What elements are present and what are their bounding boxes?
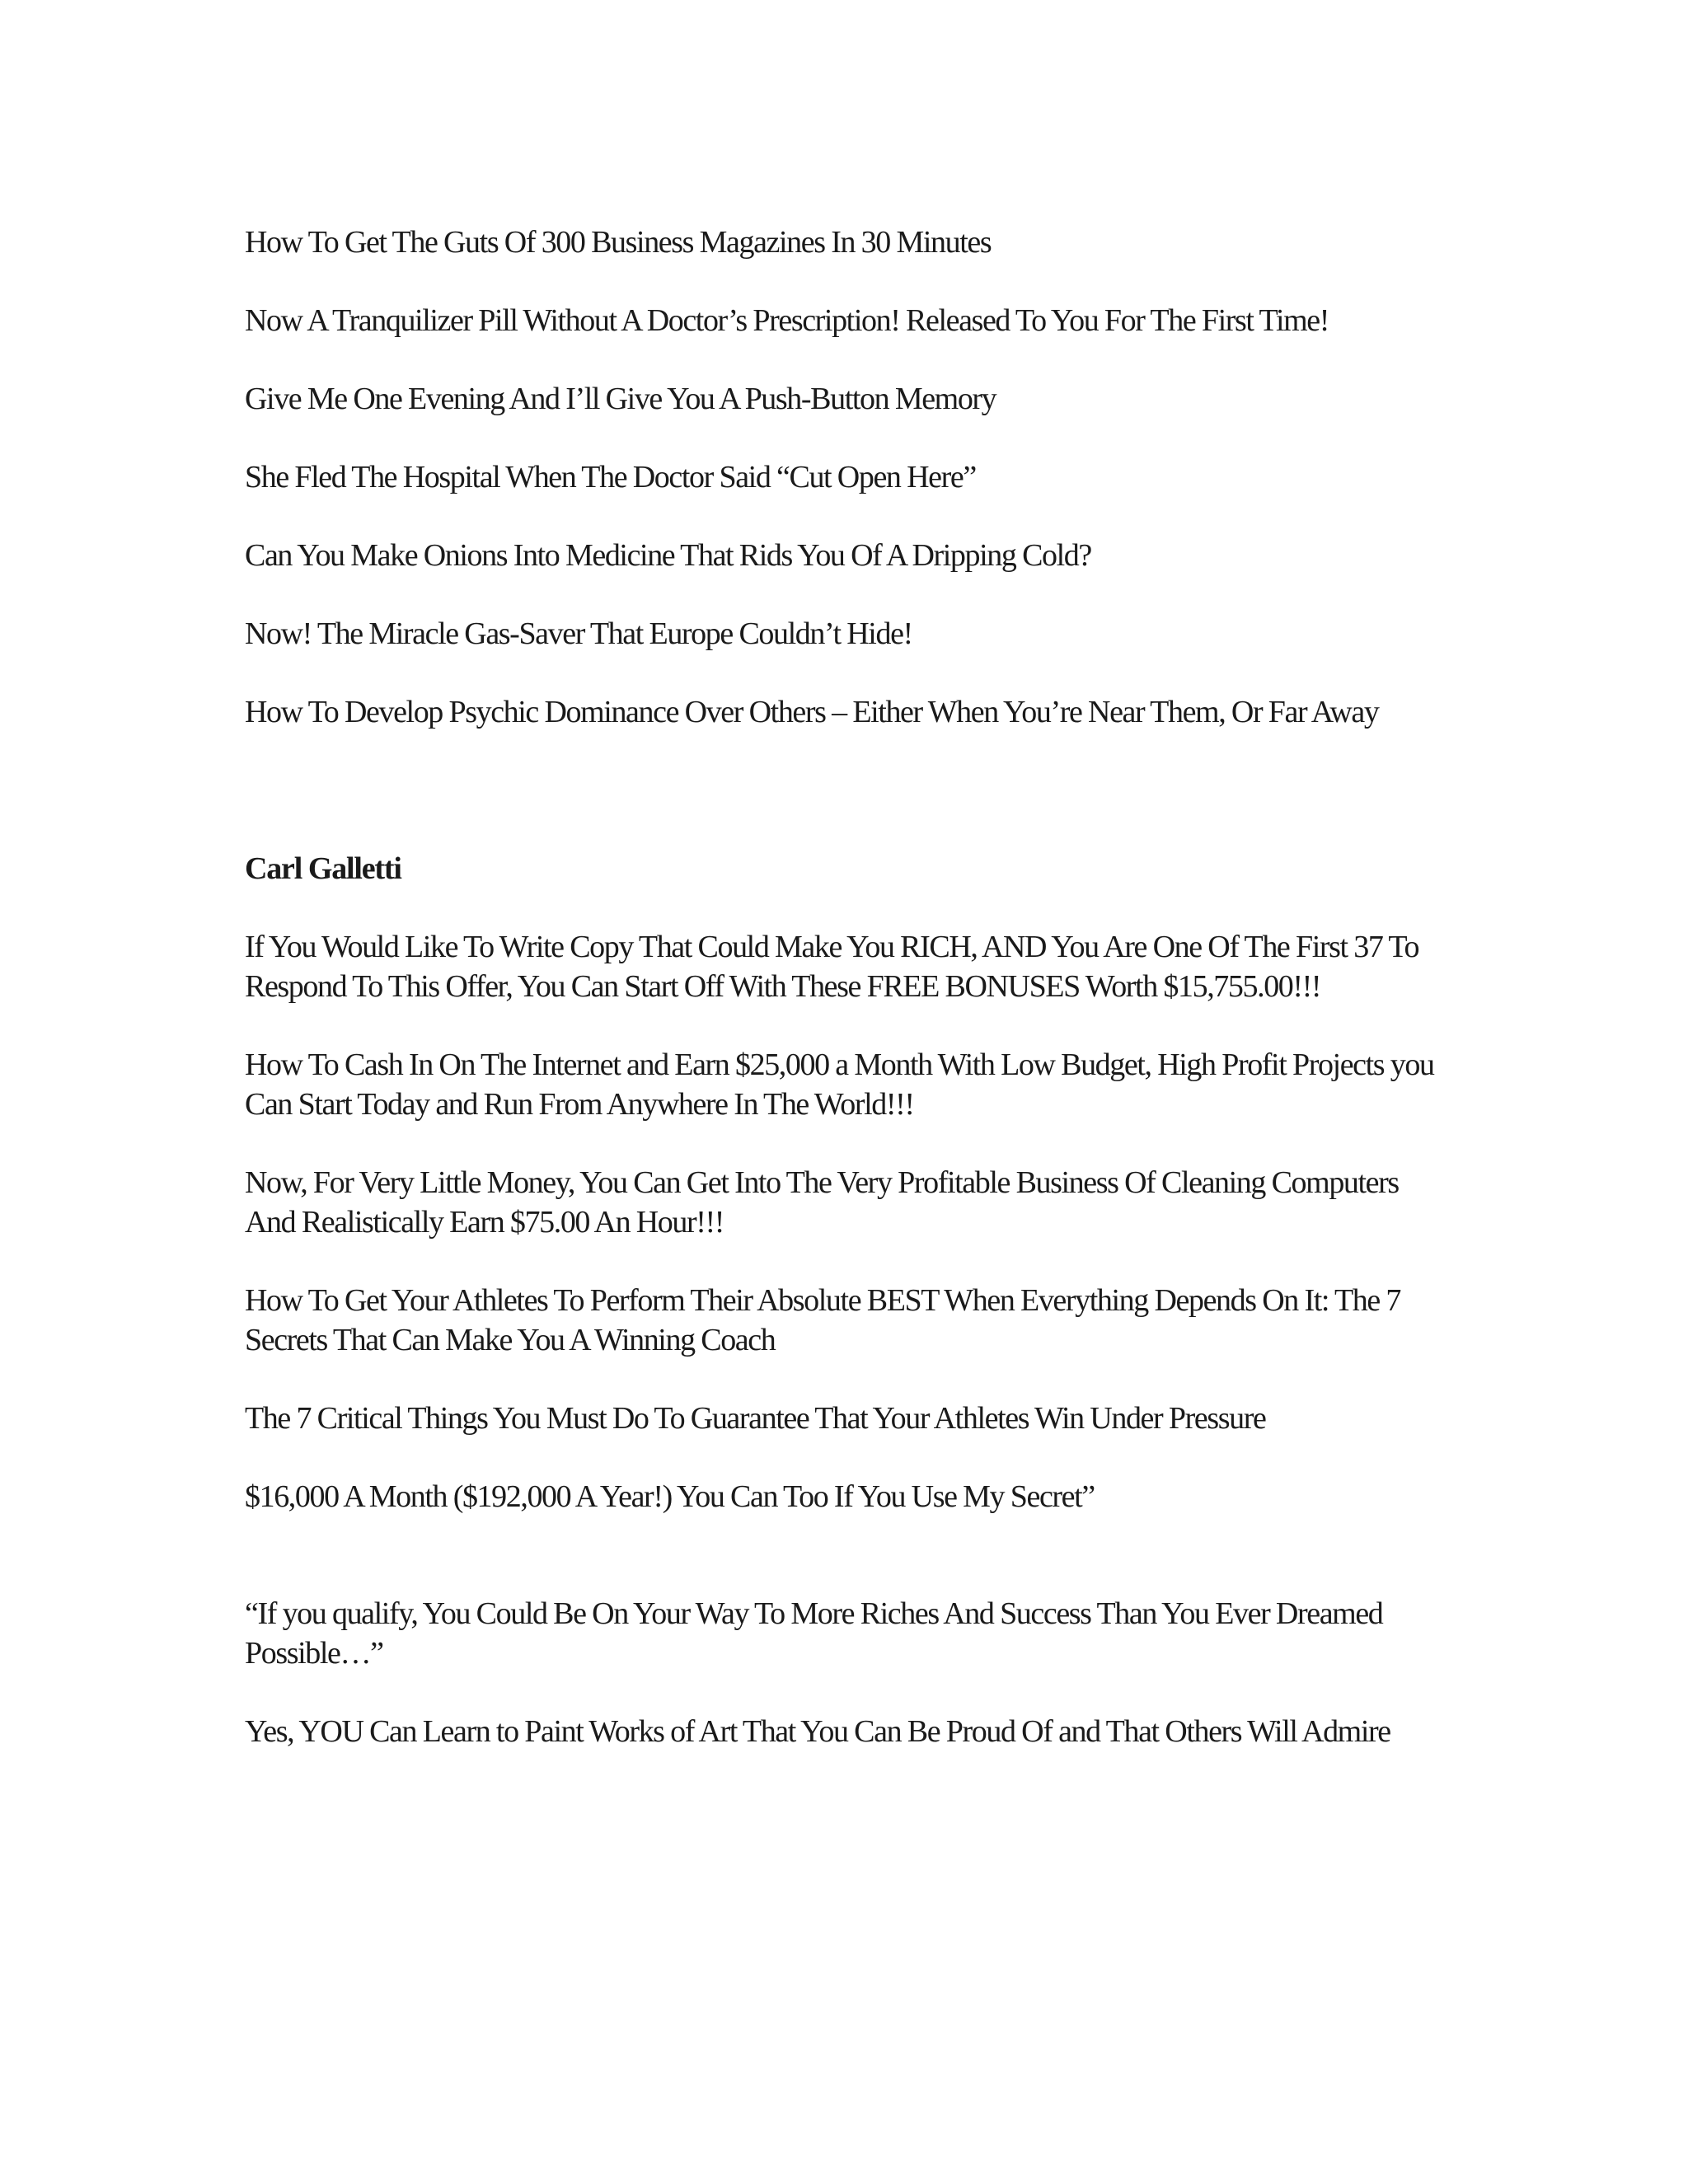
- paragraph-gap: [245, 1555, 1448, 1594]
- headline-item: “If you qualify, You Could Be On Your Way To More Riches And Success Than You Ever Dreamed Possible…”: [245, 1596, 1383, 1671]
- headline-item: Now, For Very Little Money, You Can Get Into The Very Profitable Business Of Cleaning Computers And Realistically Earn $75.00 An Hour!!!: [245, 1165, 1399, 1240]
- headline-item: If You Would Like To Write Copy That Could Make You RICH, AND You Are One Of The First 37 To Respond To This Offer, You Can Start Off With These FREE BONUSES Worth $15,755.00!!!: [245, 930, 1419, 1004]
- headline-item: Yes, YOU Can Learn to Paint Works of Art That You Can Be Proud Of and That Others Will Admire: [245, 1714, 1390, 1749]
- headline-item: How To Cash In On The Internet and Earn $25,000 a Month With Low Budget, High Profit Projects you Can Start Today and Run From Anywhere In The World!!!: [245, 1047, 1434, 1122]
- headline-item: How To Get Your Athletes To Perform Their Absolute BEST When Everything Depends On It: The 7 Secrets That Can Make You A Winning Coach: [245, 1283, 1401, 1357]
- headline-item: Now A Tranquilizer Pill Without A Doctor’s Prescription! Released To You For The First Time!: [245, 303, 1329, 338]
- headline-item: Can You Make Onions Into Medicine That Rids You Of A Dripping Cold?: [245, 538, 1091, 573]
- page-content: [245, 223, 1448, 1790]
- section-gap: [245, 771, 1448, 849]
- headline-item: Now! The Miracle Gas-Saver That Europe Couldn’t Hide!: [245, 616, 912, 651]
- headline-item: Give Me One Evening And I’ll Give You A Push-Button Memory: [245, 382, 996, 416]
- headline-item: How To Get The Guts Of 300 Business Magazines In 30 Minutes: [245, 225, 992, 260]
- headline-item: How To Develop Psychic Dominance Over Others – Either When You’re Near Them, Or Far Away: [245, 695, 1379, 729]
- headline-item: The 7 Critical Things You Must Do To Guarantee That Your Athletes Win Under Pressure: [245, 1401, 1266, 1436]
- headline-item: $16,000 A Month ($192,000 A Year!) You Can Too If You Use My Secret”: [245, 1479, 1095, 1514]
- author-heading: Carl Galletti: [245, 851, 401, 886]
- headline-item: She Fled The Hospital When The Doctor Said “Cut Open Here”: [245, 460, 976, 494]
